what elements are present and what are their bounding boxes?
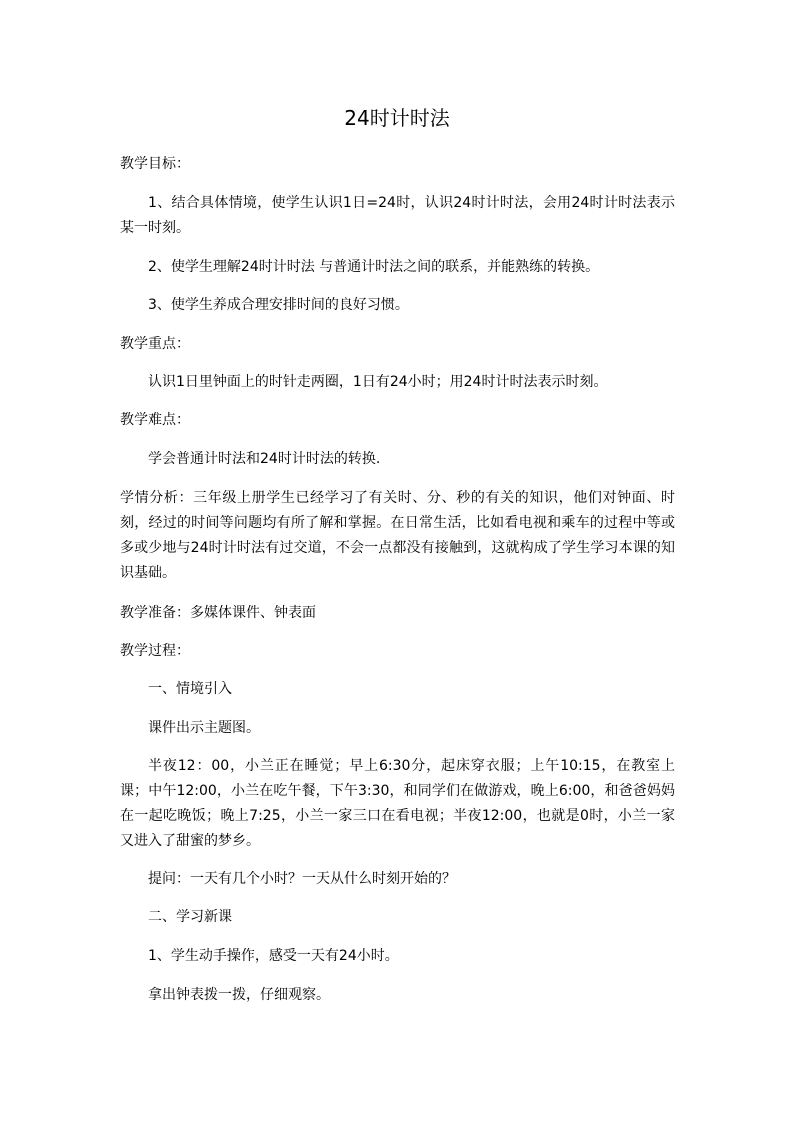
step-2-item-1: 1、学生动手操作，感受一天有24小时。 bbox=[148, 948, 399, 964]
key-points-heading: 教学重点： bbox=[120, 336, 190, 352]
teaching-preparation-text: 多媒体课件、钟表面 bbox=[190, 605, 316, 621]
teaching-process-heading: 教学过程： bbox=[120, 643, 190, 659]
teaching-goal-3: 3、使学生养成合理安排时间的良好习惯。 bbox=[148, 297, 409, 313]
step-2-heading: 二、学习新课 bbox=[148, 909, 232, 925]
step-2-item-1-text: 拿出钟表拨一拨，仔细观察。 bbox=[148, 987, 330, 1003]
teaching-goal-1: 1、结合具体情境，使学生认识1日=24时，认识24时计时法，会用24时计时法表示某一时刻。 bbox=[120, 195, 675, 236]
student-analysis-text: 三年级上册学生已经学习了有关时、分、秒的有关的知识，他们对钟面、时刻，经过的时间等问题均有所了解和掌握。在日常生活，比如看电视和乘车的过程中等或多或少地与24时计时法有过交道，不会一点都没有接触到，这就构成了学生学习本课的知识基础。 bbox=[120, 490, 675, 581]
teaching-preparation-label: 教学准备： bbox=[120, 605, 190, 621]
teaching-goal-2: 2、使学生理解24时计时法 与普通计时法之间的联系，并能熟练的转换。 bbox=[148, 259, 600, 275]
key-points-text: 认识1日里钟面上的时针走两圈，1日有24小时；用24时计时法表示时刻。 bbox=[148, 374, 608, 390]
difficulties-heading: 教学难点： bbox=[120, 412, 190, 428]
teaching-preparation bbox=[120, 601, 675, 626]
step-1-question: 提问：一天有几个小时？一天从什么时刻开始的？ bbox=[148, 871, 456, 887]
step-1-story: 半夜12：00，小兰正在睡觉；早上6:30分，起床穿衣服；上午10:15，在教室上课；中午12:00，小兰在吃午餐，下午3:30，和同学们在做游戏，晚上6:00，和爸爸妈妈在一起吃晚饭；晚上7:25，小兰一家三口在看电视；半夜12:00，也就是0时，小兰一家又进入了甜蜜的梦乡。 bbox=[120, 758, 675, 849]
step-1-heading: 一、情境引入 bbox=[148, 681, 232, 697]
student-analysis bbox=[120, 486, 675, 586]
difficulties-text: 学会普通计时法和24时计时法的转换. bbox=[148, 451, 381, 467]
document-title: 24时计时法 bbox=[344, 106, 450, 130]
step-1-line-1: 课件出示主题图。 bbox=[148, 720, 260, 736]
teaching-goals-heading: 教学目标： bbox=[120, 156, 190, 172]
student-analysis-label: 学情分析： bbox=[120, 490, 194, 506]
